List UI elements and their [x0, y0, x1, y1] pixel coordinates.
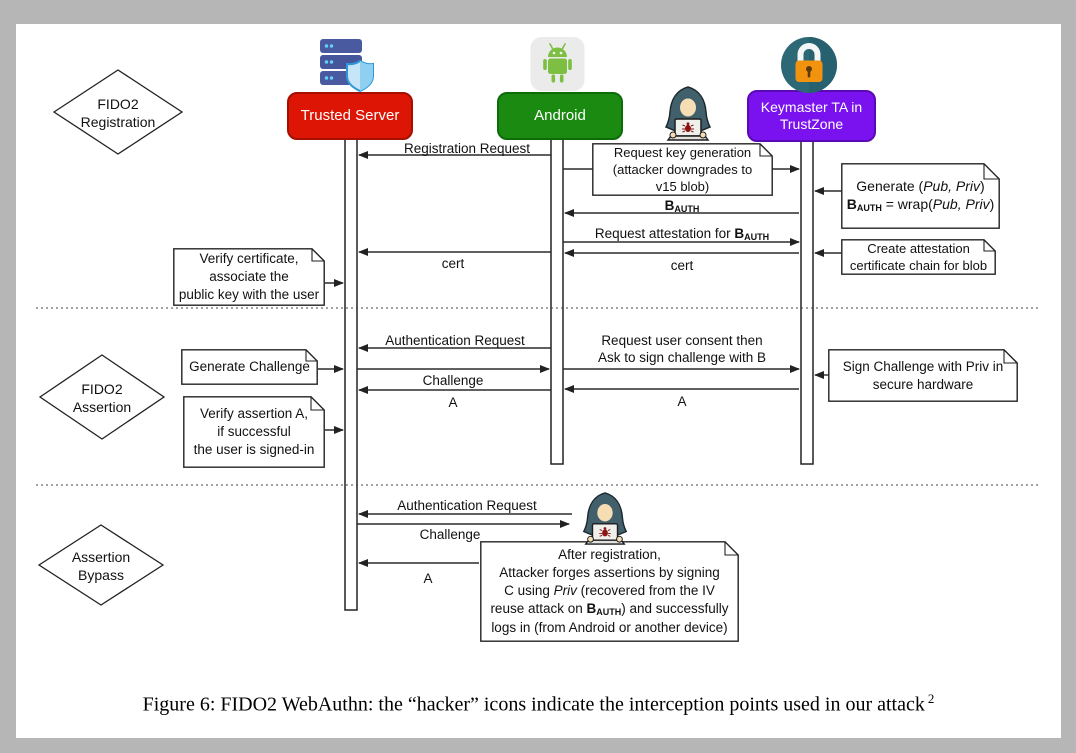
text: Ask to sign challenge with B — [597, 350, 767, 366]
note-verify-certificate — [173, 248, 325, 306]
message-assertion-a-3: A — [423, 571, 433, 586]
note-line: (attacker downgrades to — [612, 161, 753, 177]
text: ) — [980, 177, 985, 194]
note-sign-challenge — [828, 349, 1018, 402]
note-line: Verify certificate, — [199, 251, 299, 267]
server-icon — [311, 38, 375, 99]
actor-label: Keymaster TA in — [760, 98, 863, 115]
note-generate-key — [841, 163, 1000, 229]
message-authentication-request-1: Authentication Request — [385, 333, 525, 348]
bauth-sub: AUTH — [596, 606, 622, 617]
note-line: Sign Challenge with Priv in — [842, 358, 1004, 374]
text: ) — [989, 196, 995, 213]
note-line: associate the — [209, 269, 289, 285]
caption-text: Figure 6: FIDO2 WebAuthn: the “hacker” icons indicate the interception points used in our attack — [142, 693, 925, 716]
bauth-sub: AUTH — [674, 204, 700, 214]
note-line: Create attestation — [867, 240, 970, 256]
note-line — [480, 600, 739, 619]
note-line — [841, 177, 1000, 195]
note-attack-summary — [480, 541, 739, 642]
note-line: secure hardware — [872, 376, 974, 392]
figure-caption — [16, 691, 1061, 717]
actor-label: Android — [534, 106, 586, 124]
note-line: public key with the user — [178, 286, 320, 302]
phase-line: FIDO2 — [97, 96, 139, 112]
note-line: if successful — [217, 424, 291, 440]
phase-line: Registration — [80, 113, 156, 130]
caption-footnote: 2 — [927, 691, 935, 706]
text: = wrap( — [881, 196, 933, 213]
note-verify-assertion — [183, 396, 325, 468]
text: ) and successfully — [621, 600, 729, 616]
text: reuse attack on — [490, 600, 587, 616]
message-challenge-2: Challenge — [419, 527, 481, 542]
note-line: After registration, — [558, 547, 661, 563]
note-line: v15 blob) — [655, 179, 710, 195]
message-authentication-request-2: Authentication Request — [397, 498, 537, 513]
message-request-user-consent — [579, 332, 785, 367]
actor-label: TrustZone — [779, 116, 844, 132]
bauth-b: B — [586, 600, 597, 616]
text: Request attestation for — [594, 226, 735, 241]
message-cert-android-to-server: cert — [441, 256, 465, 271]
message-assertion-a-2: A — [677, 394, 687, 409]
priv: Priv — [553, 583, 577, 599]
padlock-icon — [779, 36, 839, 99]
note-line: Verify assertion A, — [199, 406, 309, 422]
bauth-b: B — [846, 196, 857, 213]
note-line: certificate chain for blob — [849, 258, 988, 273]
lifeline-trusted-server — [345, 136, 357, 610]
message-request-attestation — [577, 225, 787, 244]
phase-label-registration — [58, 96, 178, 131]
note-line: Request key generation — [613, 144, 752, 160]
actor-label: Trusted Server — [300, 106, 400, 124]
text: C using — [504, 583, 554, 599]
phase-line: FIDO2 — [81, 381, 123, 397]
phase-line: Assertion — [72, 398, 132, 415]
note-line: Generate Challenge — [189, 359, 310, 375]
text: Generate ( — [856, 177, 924, 194]
note-line — [480, 582, 739, 600]
android-icon — [529, 36, 586, 97]
lifeline-keymaster — [801, 136, 813, 464]
message-bauth — [632, 197, 732, 216]
message-registration-request: Registration Request — [403, 141, 531, 156]
hacker-icon-registration — [654, 86, 722, 146]
bauth-sub: AUTH — [856, 203, 882, 214]
bauth-sub: AUTH — [744, 232, 770, 242]
note-create-attestation — [841, 239, 996, 275]
note-request-key-generation — [592, 143, 773, 196]
note-generate-challenge — [181, 349, 318, 385]
lifeline-android — [551, 136, 563, 464]
message-assertion-a-1: A — [448, 395, 458, 410]
hacker-icon-bypass — [571, 492, 639, 550]
phase-label-assertion — [42, 381, 162, 416]
actor-trusted-server — [287, 92, 413, 140]
note-line: logs in (from Android or another device) — [491, 619, 728, 635]
pub-priv: Pub, Priv — [923, 177, 981, 194]
phase-label-bypass — [41, 549, 161, 584]
note-line: Attacker forges assertions by signing — [499, 565, 720, 581]
pub-priv: Pub, Priv — [932, 196, 990, 213]
message-cert-keymaster-to-android: cert — [670, 258, 694, 273]
text: Request user consent then — [601, 333, 763, 348]
note-line — [841, 195, 1000, 215]
phase-line: Bypass — [78, 566, 124, 583]
bauth-b: B — [664, 198, 675, 213]
note-line: the user is signed-in — [193, 441, 315, 457]
phase-line: Assertion — [71, 549, 131, 565]
message-challenge-1: Challenge — [422, 373, 484, 388]
actor-android — [497, 92, 623, 140]
bauth-b: B — [734, 226, 745, 241]
text: (recovered from the IV — [576, 583, 715, 599]
